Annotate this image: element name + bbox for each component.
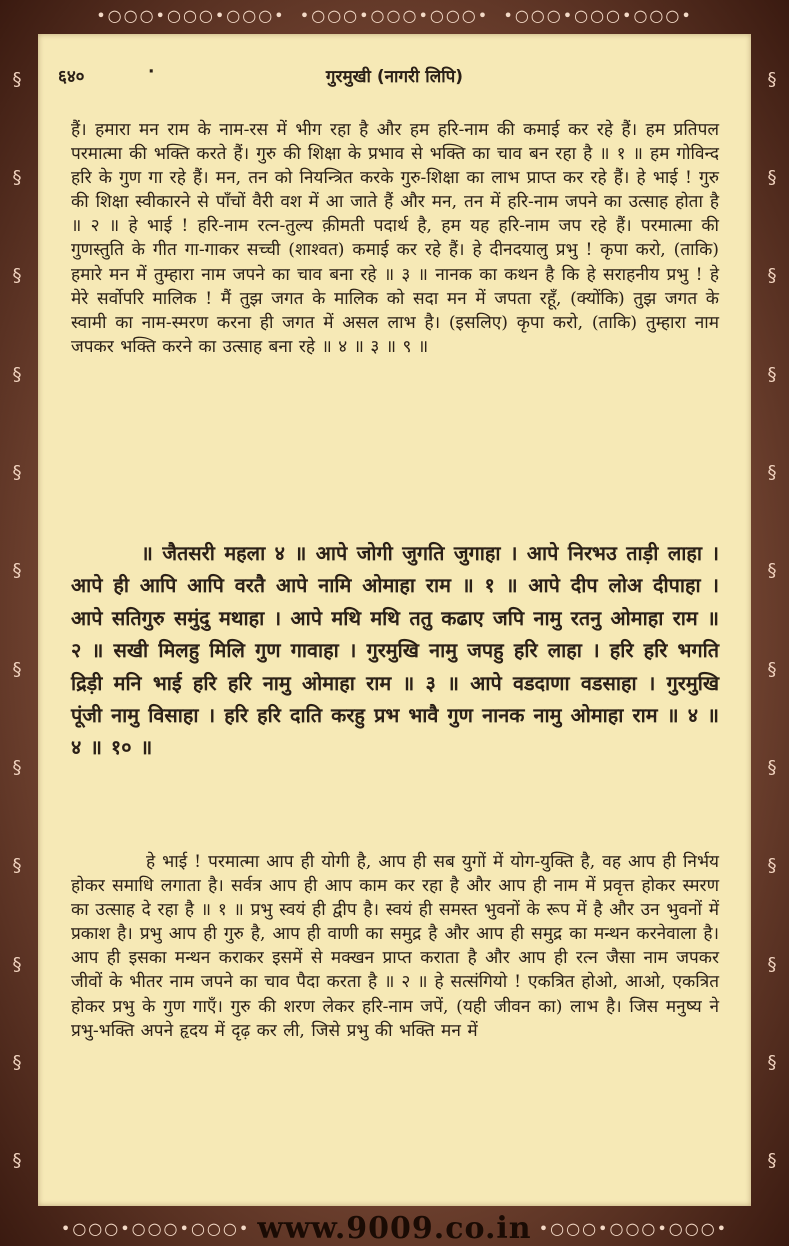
bottom-ornament-right: •○○○•○○○•○○○• xyxy=(538,1218,729,1238)
swirl-icon: § xyxy=(12,166,22,188)
page-number: ६४० xyxy=(58,67,85,87)
swirl-icon: § xyxy=(12,560,22,582)
verse-block xyxy=(71,538,719,765)
swirl-icon: § xyxy=(767,166,777,188)
swirl-icon: § xyxy=(12,68,22,90)
bottom-ornament-left: •○○○•○○○•○○○• xyxy=(60,1218,251,1238)
swirl-icon: § xyxy=(767,855,777,877)
top-ornament-3: •○○○•○○○•○○○• xyxy=(503,5,693,25)
swirl-icon: § xyxy=(767,658,777,680)
translation-paragraph-2: हे भाई ! परमात्मा आप ही योगी है, आप ही सब युगों में योग-युक्ति है, वह आप ही निर्भय होकर समाधि लगाता है। सर्वत्र आप ही आप काम कर रहा है और आप ही नाम में प्रवृत्त होकर स्मरण का उत्साह दे रहा है ॥ १ ॥ प्रभु स्वयं ही द्वीप है। स्वयं ही समस्त भुवनों के रूप में है और उन भुवनों में प्रकाश है। प्रभु आप ही गुरु है, आप ही वाणी का समुद्र है और आप ही समुद्र का मन्थन करनेवाला है। आप ही इसका मन्थन कराकर इसमें से मक्खन प्राप्त कराता है और आप ही रत्न जैसा नाम जपकर जीवों के भीतर नाम जपने का चाव पैदा करता है ॥ २ ॥ हे सत्संगियो ! एकत्रित होओ, आओ, एकत्रित होकर प्रभु के गुण गाएँ। गुरु की शरण लेकर हरि-नाम जपें, (यही जीवन का) लाभ है। जिस मनुष्य ने प्रभु-भक्ति अपने हृदय में दृढ़ कर ली, जिसे प्रभु की भक्ति मन में xyxy=(71,852,719,1041)
swirl-icon: § xyxy=(12,1150,22,1172)
header-dot: · xyxy=(148,62,155,82)
swirl-icon: § xyxy=(767,68,777,90)
swirl-icon: § xyxy=(767,953,777,975)
swirl-icon: § xyxy=(767,265,777,287)
page-header xyxy=(58,64,731,94)
swirl-icon: § xyxy=(767,560,777,582)
document-page xyxy=(38,34,751,1206)
swirl-icon: § xyxy=(767,461,777,483)
page-title: गुरमुखी (नागरी लिपि) xyxy=(325,67,464,87)
swirl-icon: § xyxy=(12,658,22,680)
swirl-icon: § xyxy=(12,855,22,877)
swirl-icon: § xyxy=(767,363,777,385)
swirl-icon: § xyxy=(12,756,22,778)
left-ornament-border xyxy=(0,30,34,1210)
swirl-icon: § xyxy=(12,363,22,385)
swirl-icon: § xyxy=(767,756,777,778)
swirl-icon: § xyxy=(12,265,22,287)
site-url[interactable]: www.9009.co.in xyxy=(257,1210,532,1246)
top-ornament-2: •○○○•○○○•○○○• xyxy=(299,5,490,25)
bottom-ornament-border xyxy=(0,1210,789,1246)
verse-text: ॥ जैतसरी महला ४ ॥ आपे जोगी जुगति जुगाहा । आपे निरभउ ताड़ी लाहा । आपे ही आपि आपि वरतै आपे नामि ओमाहा राम ॥ १ ॥ आपे दीप लोअ दीपाहा । आपे सतिगुरु समुंदु मथाहा । आपे मथि मथि ततु कढाए जपि नामु रतनु ओमाहा राम ॥ २ ॥ सखी मिलहु मिलि गुण गावाहा । गुरमुखि नामु जपहु हरि लाहा । हरि हरि भगति द्रिड़ी मनि भाई हरि हरि नामु ओमाहा राम ॥ ३ ॥ आपे वडदाणा वडसाहा । गुरमुखि पूंजी नामु विसाहा । हरि हरि दाति करहु प्रभ भावै गुण नानक नामु ओमाहा राम ॥ ४ ॥ ४ ॥ १० ॥ xyxy=(71,542,719,760)
top-ornament: •○○○•○○○•○○○• xyxy=(96,5,286,25)
top-ornament-border xyxy=(0,0,789,30)
translation-paragraph-1: हैं। हमारा मन राम के नाम-रस में भीग रहा है और हम हरि-नाम की कमाई कर रहे हैं। हम प्रतिपल परमात्मा की भक्ति करते हैं। गुरु की शिक्षा के प्रभाव से भक्ति का चाव बन रहा है ॥ १ ॥ हम गोविन्द हरि के गुण गा रहे हैं। मन, तन को नियन्त्रित करके गुरु-शिक्षा का लाभ प्राप्त कर रहे हैं। हे भाई ! गुरु की शिक्षा स्वीकारने से पाँचों वैरी वश में आ जाते हैं और मन, तन में हरि-नाम जपने का उत्साह होता है ॥ २ ॥ हे भाई ! हरि-नाम रत्न-तुल्य क़ीमती पदार्थ है, हम यह हरि-नाम जप रहे हैं। परमात्मा की गुणस्तुति के गीत गा-गाकर सच्ची (शाश्वत) कमाई कर रहे हैं। हे दीनदयालु प्रभु ! कृपा करो, (ताकि) हमारे मन में तुम्हारा नाम जपने का चाव बना रहे ॥ ३ ॥ नानक का कथन है कि हे सराहनीय प्रभु ! हे मेरे सर्वोपरि मालिक ! मैं तुझ जगत के मालिक को सदा मन में जपता रहूँ, (क्योंकि) तुझ जगत के स्वामी का नाम-स्मरण करना ही जगत में असल लाभ है। (इसलिए) कृपा करो, (ताकि) तुम्हारा नाम जपकर भक्ति करने का उत्साह बना रहे ॥ ४ ॥ ३ ॥ ९ ॥ xyxy=(71,120,719,357)
swirl-icon: § xyxy=(12,461,22,483)
swirl-icon: § xyxy=(767,1051,777,1073)
swirl-icon: § xyxy=(767,1150,777,1172)
right-ornament-border xyxy=(755,30,789,1210)
swirl-icon: § xyxy=(12,953,22,975)
swirl-icon: § xyxy=(12,1051,22,1073)
